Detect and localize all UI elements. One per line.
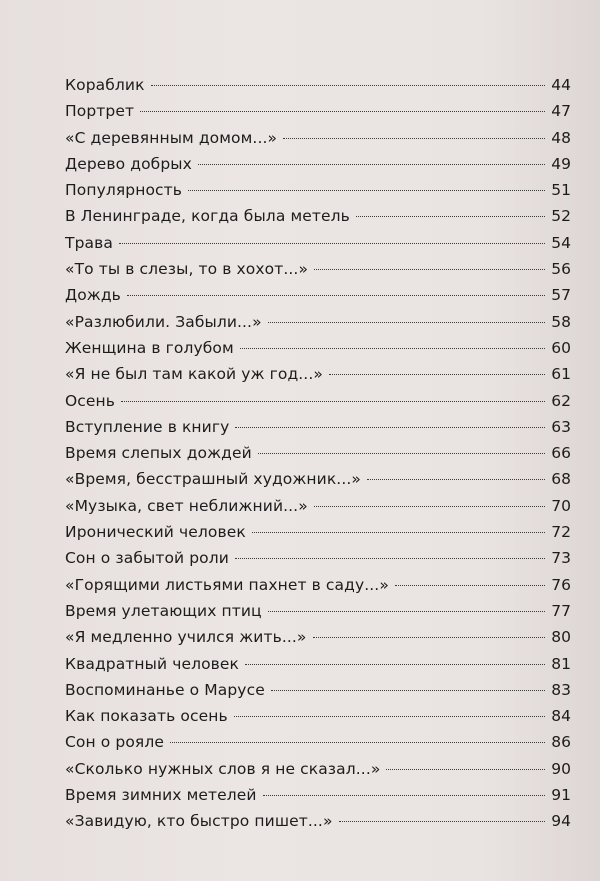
toc-entry-title: «Разлюбили. Забыли...»	[65, 312, 262, 331]
toc-entry-title: Сон о забытой роли	[65, 549, 229, 568]
dot-leader	[258, 453, 545, 454]
dot-leader	[235, 427, 545, 428]
toc-entry	[65, 545, 571, 571]
toc-entry-page-number: 51	[551, 181, 571, 200]
toc-entry	[65, 651, 571, 677]
toc-entry-page-number: 44	[551, 76, 571, 94]
toc-entry	[65, 677, 571, 703]
toc-entry-title: «Сколько нужных слов я не сказал...»	[65, 759, 381, 778]
toc-entry	[65, 782, 571, 808]
toc-entry-title: Квадратный человек	[65, 654, 240, 673]
toc-entry	[65, 729, 571, 755]
toc-entry-page-number: 66	[551, 444, 571, 463]
dot-leader	[188, 190, 545, 191]
dot-leader	[140, 111, 545, 112]
toc-entry-title: «То ты в слезы, то в хохот...»	[65, 260, 309, 279]
dot-leader	[121, 401, 545, 402]
toc-entry-title: Дождь	[65, 286, 121, 305]
toc-entry-title: «Горящими листьями пахнет в саду...»	[65, 575, 389, 594]
toc-entry	[65, 151, 571, 177]
toc-entry	[65, 335, 571, 361]
dot-leader	[386, 769, 545, 770]
dot-leader	[329, 374, 545, 375]
dot-leader	[240, 348, 545, 349]
toc-entry-page-number: 63	[551, 417, 571, 436]
toc-entry-title: Сон о рояле	[65, 733, 164, 752]
toc-entry	[65, 756, 571, 782]
toc-entry-page-number: 86	[551, 733, 571, 752]
dot-leader	[263, 795, 546, 796]
toc-entry	[65, 98, 571, 124]
dot-leader	[170, 742, 545, 743]
toc-entry-page-number: 84	[551, 707, 571, 726]
toc-entry	[65, 125, 571, 151]
toc-entry	[65, 572, 571, 598]
toc-entry-title: В Ленинграде, когда была метель	[65, 207, 350, 226]
toc-entry-title: «Время, бесстрашный художник...»	[65, 470, 361, 489]
toc-entry-title: Женщина в голубом	[65, 338, 234, 357]
dot-leader	[314, 506, 545, 507]
dot-leader	[119, 243, 545, 244]
toc-entry-title: «С деревянным домом...»	[65, 128, 278, 147]
table-of-contents	[65, 72, 571, 835]
toc-entry-title: «Музыка, свет неближний...»	[65, 496, 308, 515]
toc-entry-page-number: 83	[551, 680, 571, 699]
toc-entry	[65, 598, 571, 624]
toc-entry-page-number: 94	[551, 812, 571, 831]
dot-leader	[271, 690, 545, 691]
toc-entry-page-number: 48	[551, 128, 571, 147]
dot-leader	[198, 164, 545, 165]
toc-entry	[65, 624, 571, 650]
dot-leader	[234, 716, 546, 717]
toc-entry-page-number: 52	[551, 207, 571, 226]
dot-leader	[339, 821, 546, 822]
dot-leader	[245, 664, 545, 665]
toc-entry	[65, 440, 571, 466]
toc-entry-title: Трава	[65, 233, 113, 252]
toc-entry-page-number: 58	[551, 312, 571, 331]
toc-entry-page-number: 57	[551, 286, 571, 305]
dot-leader	[314, 269, 545, 270]
dot-leader	[395, 585, 545, 586]
toc-entry-page-number: 77	[551, 601, 571, 620]
dot-leader	[235, 558, 545, 559]
toc-entry	[65, 309, 571, 335]
dot-leader	[356, 216, 545, 217]
toc-entry	[65, 177, 571, 203]
toc-entry-page-number: 73	[551, 549, 571, 568]
toc-entry	[65, 203, 571, 229]
toc-entry-page-number: 49	[551, 154, 571, 173]
toc-entry-title: Время зимних метелей	[65, 786, 257, 805]
toc-entry-title: Кораблик	[65, 76, 145, 94]
toc-entry-page-number: 62	[551, 391, 571, 410]
dot-leader	[127, 295, 545, 296]
toc-entry-title: Время слепых дождей	[65, 444, 252, 463]
toc-entry-page-number: 80	[551, 628, 571, 647]
toc-entry-title: «Я не был там какой уж год...»	[65, 365, 323, 384]
toc-entry-page-number: 81	[551, 654, 571, 673]
toc-entry-page-number: 68	[551, 470, 571, 489]
toc-entry-page-number: 91	[551, 786, 571, 805]
dot-leader	[252, 532, 545, 533]
dot-leader	[268, 611, 546, 612]
dot-leader	[367, 479, 545, 480]
toc-entry-page-number: 70	[551, 496, 571, 515]
toc-entry-page-number: 76	[551, 575, 571, 594]
toc-entry-page-number: 47	[551, 102, 571, 121]
toc-entry-title: Время улетающих птиц	[65, 601, 262, 620]
dot-leader	[151, 85, 546, 86]
toc-entry	[65, 72, 571, 98]
toc-entry	[65, 282, 571, 308]
dot-leader	[268, 322, 546, 323]
toc-entry	[65, 256, 571, 282]
dot-leader	[283, 138, 545, 139]
toc-entry-page-number: 61	[551, 365, 571, 384]
toc-entry-title: Осень	[65, 391, 116, 410]
toc-entry-page-number: 72	[551, 523, 571, 542]
toc-entry-page-number: 90	[551, 759, 571, 778]
toc-entry-title: Воспоминанье о Марусе	[65, 680, 265, 699]
toc-entry	[65, 493, 571, 519]
toc-entry-title: «Завидую, кто быстро пишет...»	[65, 812, 333, 831]
toc-entry	[65, 466, 571, 492]
toc-entry	[65, 703, 571, 729]
toc-entry-page-number: 56	[551, 260, 571, 279]
toc-entry	[65, 230, 571, 256]
toc-entry-page-number: 60	[551, 338, 571, 357]
toc-entry	[65, 388, 571, 414]
toc-entry-page-number: 54	[551, 233, 571, 252]
dot-leader	[313, 637, 546, 638]
toc-entry	[65, 414, 571, 440]
toc-entry-title: Популярность	[65, 181, 183, 200]
toc-entry-title: Как показать осень	[65, 707, 228, 726]
toc-entry	[65, 361, 571, 387]
toc-entry-title: «Я медленно учился жить...»	[65, 628, 307, 647]
toc-entry-title: Вступление в книгу	[65, 417, 230, 436]
toc-entry-title: Иронический человек	[65, 523, 246, 542]
toc-entry	[65, 808, 571, 834]
toc-entry-title: Портрет	[65, 102, 135, 121]
toc-entry	[65, 519, 571, 545]
toc-entry-title: Дерево добрых	[65, 154, 192, 173]
